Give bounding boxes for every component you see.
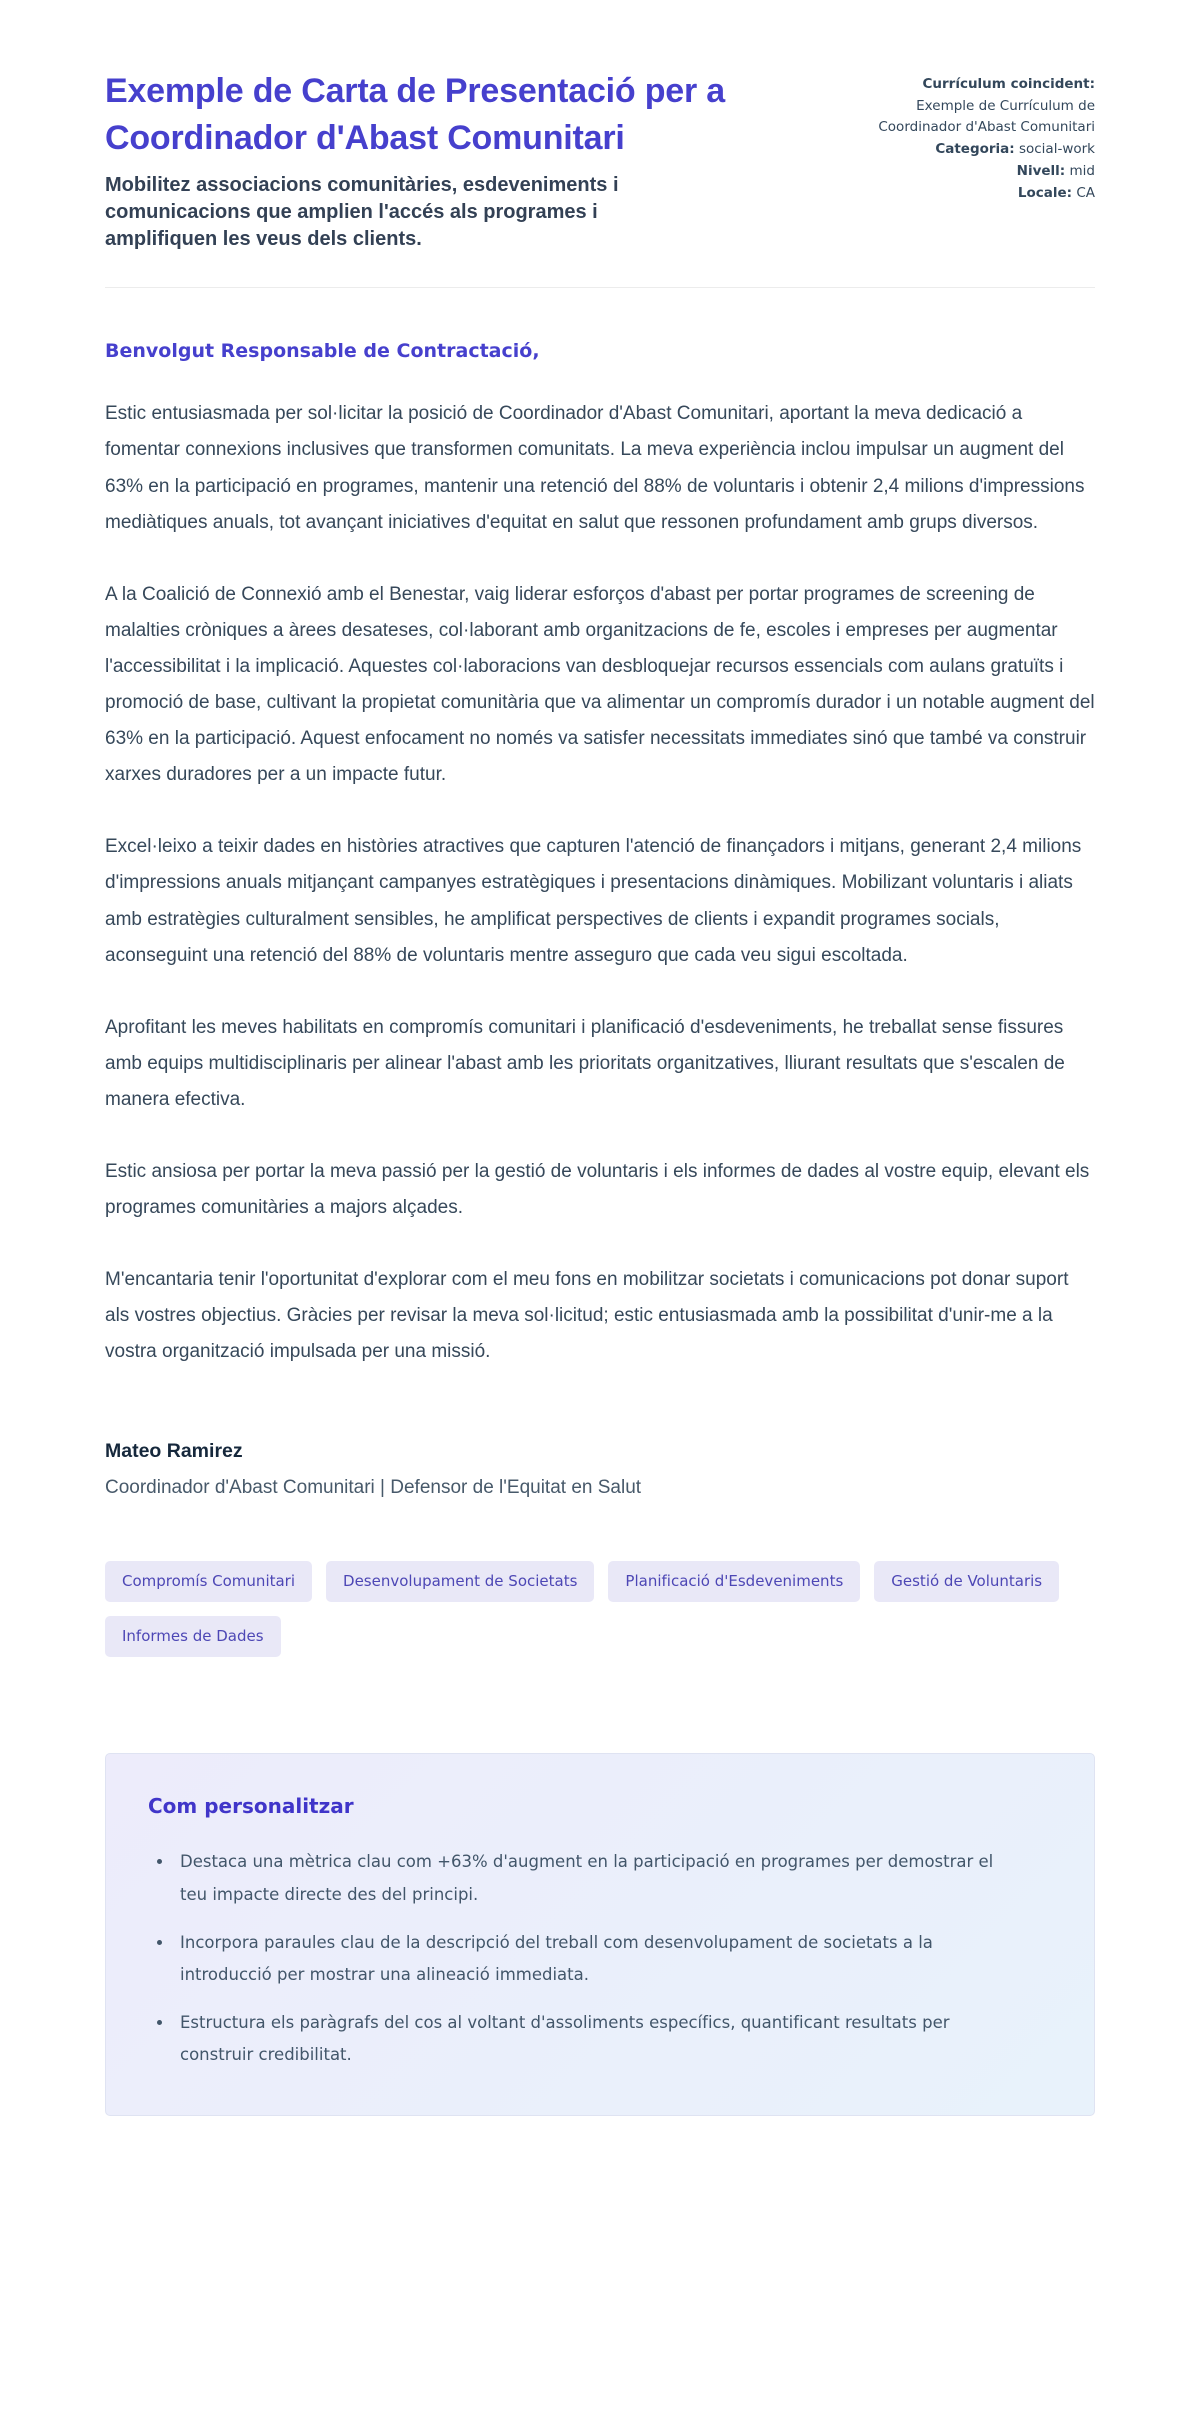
tips-title: Com personalitzar [148,1794,354,1819]
meta-matching-resume-label: Currículum coincident: [922,76,1095,92]
skill-tag: Gestió de Voluntaris [874,1561,1059,1602]
header-title-block [105,68,765,253]
meta-matching-resume-value: Exemple de Currículum de Coordinador d'Abast Comunitari [878,98,1095,135]
tip-item: • Incorpora paraules clau de la descripció del treball com desenvolupament de societats a la introducció per mostrar una alineació immediata. [174,1927,1014,1991]
tip-item: • Estructura els paràgrafs del cos al voltant d'assoliments específics, quantificant resultats per construir credibilitat. [174,2007,1014,2071]
skill-tag: Compromís Comunitari [105,1561,312,1602]
meta-locale: Locale: CA [1017,185,1095,202]
letter-paragraph: A la Coalició de Connexió amb el Benestar, vaig liderar esforços d'abast per portar programes de screening de malalties cròniques a àrees desateses, col·laborant amb organitzacions de fe, escoles i empreses per augmentar l'accessibilitat i la implicació. Aquestes col·laboracions van desbloquejar recursos essencials com aulans gratuïts i promoció de base, cultivant la propietat comunitària que va alimentar un compromís durador i un notable augment del 63% en la participació. Aquest enfocament no només va satisfer necessitats immediates sinó que també va construir xarxes duradores per a un impacte futur. [105,583,1095,786]
meta-category: Categoria: social-work [935,140,1095,157]
meta-level: Nivell: mid [1016,163,1095,179]
skill-tags [105,1561,1095,1657]
resume-meta [843,68,1095,204]
letter-paragraph: Aprofitant les meves habilitats en compromís comunitari i planificació d'esdeveniments, he treballat sense fissures amb equips multidisciplinaris per alinear l'abast amb les prioritats organitzatives, lliurant resultats que s'escalen de manera efectiva. [105,1016,1065,1110]
letter-paragraph: Excel·leixo a teixir dades en històries atractives que capturen l'atenció de finançadors i mitjans, generant 2,4 milions d'impressions anuals mitjançant campanyes estratègiques i presentacions dinàmiques. Mobilizant voluntaris i aliats amb estratègies culturalment sensibles, he amplificat perspectives de clients i expandit programes socials, aconseguint una retenció del 88% de voluntaris mentre asseguro que cada veu sigui escoltada. [105,836,1082,966]
page-subtitle: Mobilitez associacions comunitàries, esdeveniments i comunicacions que amplien l'accés als programes i amplifiquen les veus dels clients. [105,173,619,251]
customization-tips-box [105,1753,1095,2116]
letter-paragraph: Estic entusiasmada per sol·licitar la posició de Coordinador d'Abast Comunitari, aportant la meva dedicació a fomentar connexions inclusives que transformen comunitats. La meva experiència inclou impulsar un augment del 63% en la participació en programes, mantenir una retenció del 88% de voluntaris i obtenir 2,4 milions d'impressions mediàtiques anuals, tot avançant iniciatives d'equitat en salut que ressonen profundament amb grups diversos. [105,403,1085,533]
letter-paragraph: Estic ansiosa per portar la meva passió per la gestió de voluntaris i els informes de dades al vostre equip, elevant els programes comunitàries a majors alçades. [105,1160,1090,1219]
signature-role: Coordinador d'Abast Comunitari | Defensor de l'Equitat en Salut [105,1477,642,1499]
letter-greeting: Benvolgut Responsable de Contractació, [105,340,540,363]
header [105,68,1095,253]
skill-tag: Planificació d'Esdeveniments [608,1561,860,1602]
cover-letter [105,340,1095,1499]
header-divider [105,287,1095,288]
page-container [105,0,1095,2200]
letter-paragraph: M'encantaria tenir l'oportunitat d'explorar com el meu fons en mobilitzar societats i comunicacions pot donar suport als vostres objectius. Gràcies per revisar la meva sol·licitud; estic entusiasmada amb la possibilitat d'unir-me a la vostra organització impulsada per una missió. [105,1269,1069,1363]
page-title: Exemple de Carta de Presentació per a Coordinador d'Abast Comunitari [105,72,725,157]
skill-tag: Desenvolupament de Societats [326,1561,594,1602]
skill-tag: Informes de Dades [105,1616,281,1657]
tips-list [148,1846,1052,2071]
tip-item: • Destaca una mètrica clau com +63% d'augment en la participació en programes per demostrar el teu impacte directe des del principi. [174,1846,1014,1910]
signature-name: Mateo Ramirez [105,1440,243,1463]
